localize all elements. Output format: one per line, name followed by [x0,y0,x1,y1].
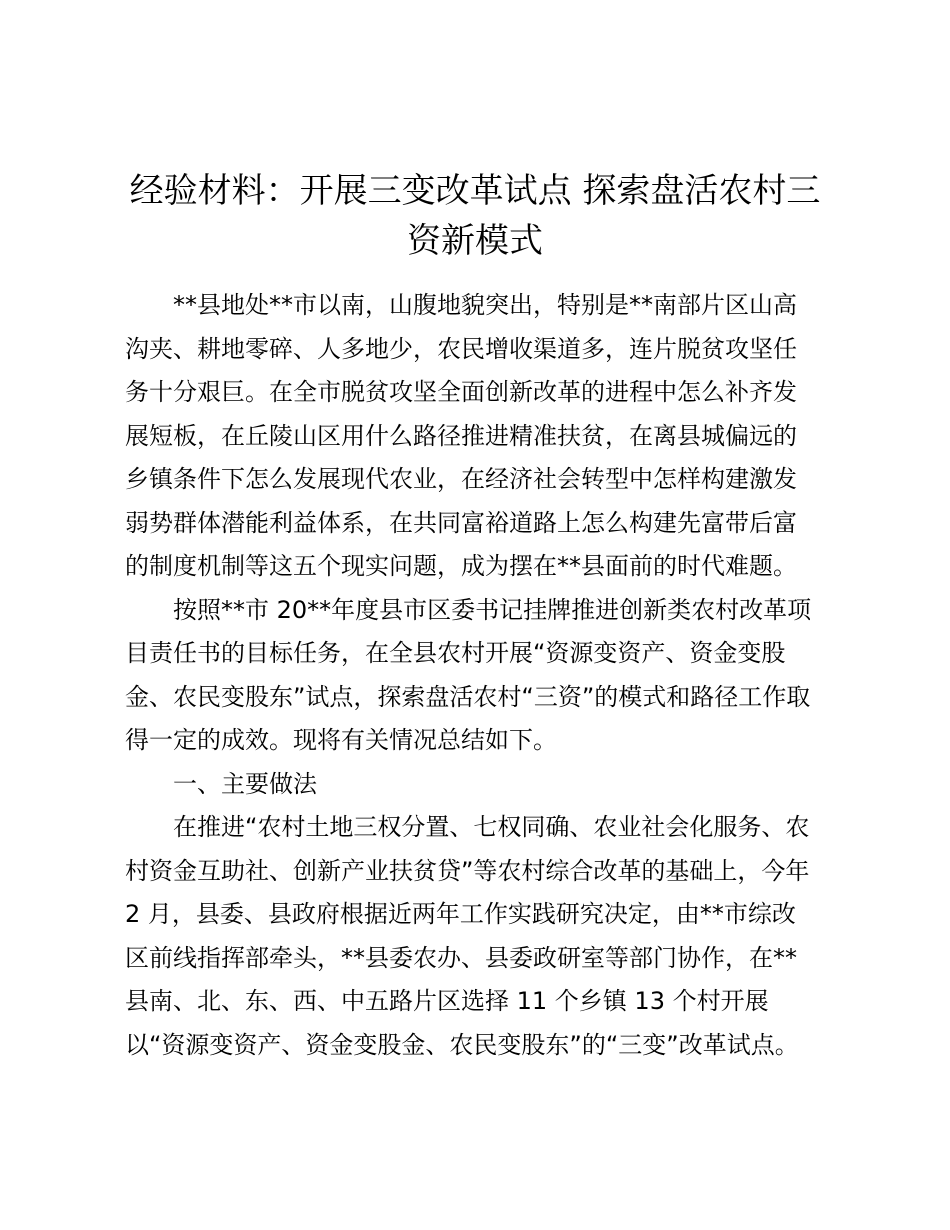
paragraph-1-line-2: 沟夹、耕地零碎、人多地少，农民增收渠道多，连片脱贫攻坚任 [125,335,797,363]
paragraph-3-line-3: 2 月，县委、县政府根据近两年工作实践研究决定，由**市综改 [125,900,796,928]
paragraph-2-line-4: 得一定的成效。现将有关情况总结如下。 [125,726,557,754]
paragraph-2-line-3: 金、农民变股东”试点，探索盘活农村“三资”的模式和路径工作取 [125,683,811,711]
paragraph-3-line-5: 县南、北、东、西、中五路片区选择 11 个乡镇 13 个村开展 [125,987,769,1015]
paragraph-2-line-1: 按照**市 20**年度县市区委书记挂牌推进创新类农村改革项 [173,596,812,624]
paragraph-3-line-2: 村资金互助社、创新产业扶贫贷”等农村综合改革的基础上，今年 [125,857,810,885]
paragraph-1-line-1: **县地处**市以南，山腹地貌突出，特别是**南部片区山高 [173,291,797,319]
paragraph-1-line-5: 乡镇条件下怎么发展现代农业，在经济社会转型中怎样构建激发 [125,465,797,493]
paragraph-1-line-3: 务十分艰巨。在全市脱贫攻坚全面创新改革的进程中怎么补齐发 [125,378,797,406]
title-line-1: 经验材料：开展三变改革试点 探索盘活农村三 [129,171,821,211]
paragraph-2-line-2: 目责任书的目标任务，在全县农村开展“资源变资产、资金变股 [125,639,786,667]
document-title [110,166,840,266]
paragraph-1-line-6: 弱势群体潜能利益体系，在共同富裕道路上怎么构建先富带后富 [125,509,797,537]
section-heading: 一、主要做法 [173,770,317,798]
paragraph-1-line-7: 的制度机制等这五个现实问题，成为摆在**县面前的时代难题。 [125,552,797,580]
paragraph-1-line-4: 展短板，在丘陵山区用什么路径推进精准扶贫，在离县城偏远的 [125,422,797,450]
paragraph-3-line-4: 区前线指挥部牵头，**县委农办、县委政研室等部门协作，在** [125,944,797,972]
paragraph-3-line-6: 以“资源变资产、资金变股金、农民变股东”的“三变”改革试点。 [125,1031,799,1059]
title-line-2: 资新模式 [407,221,543,261]
paragraph-3-line-1: 在推进“农村土地三权分置、七权同确、农业社会化服务、农 [173,813,810,841]
